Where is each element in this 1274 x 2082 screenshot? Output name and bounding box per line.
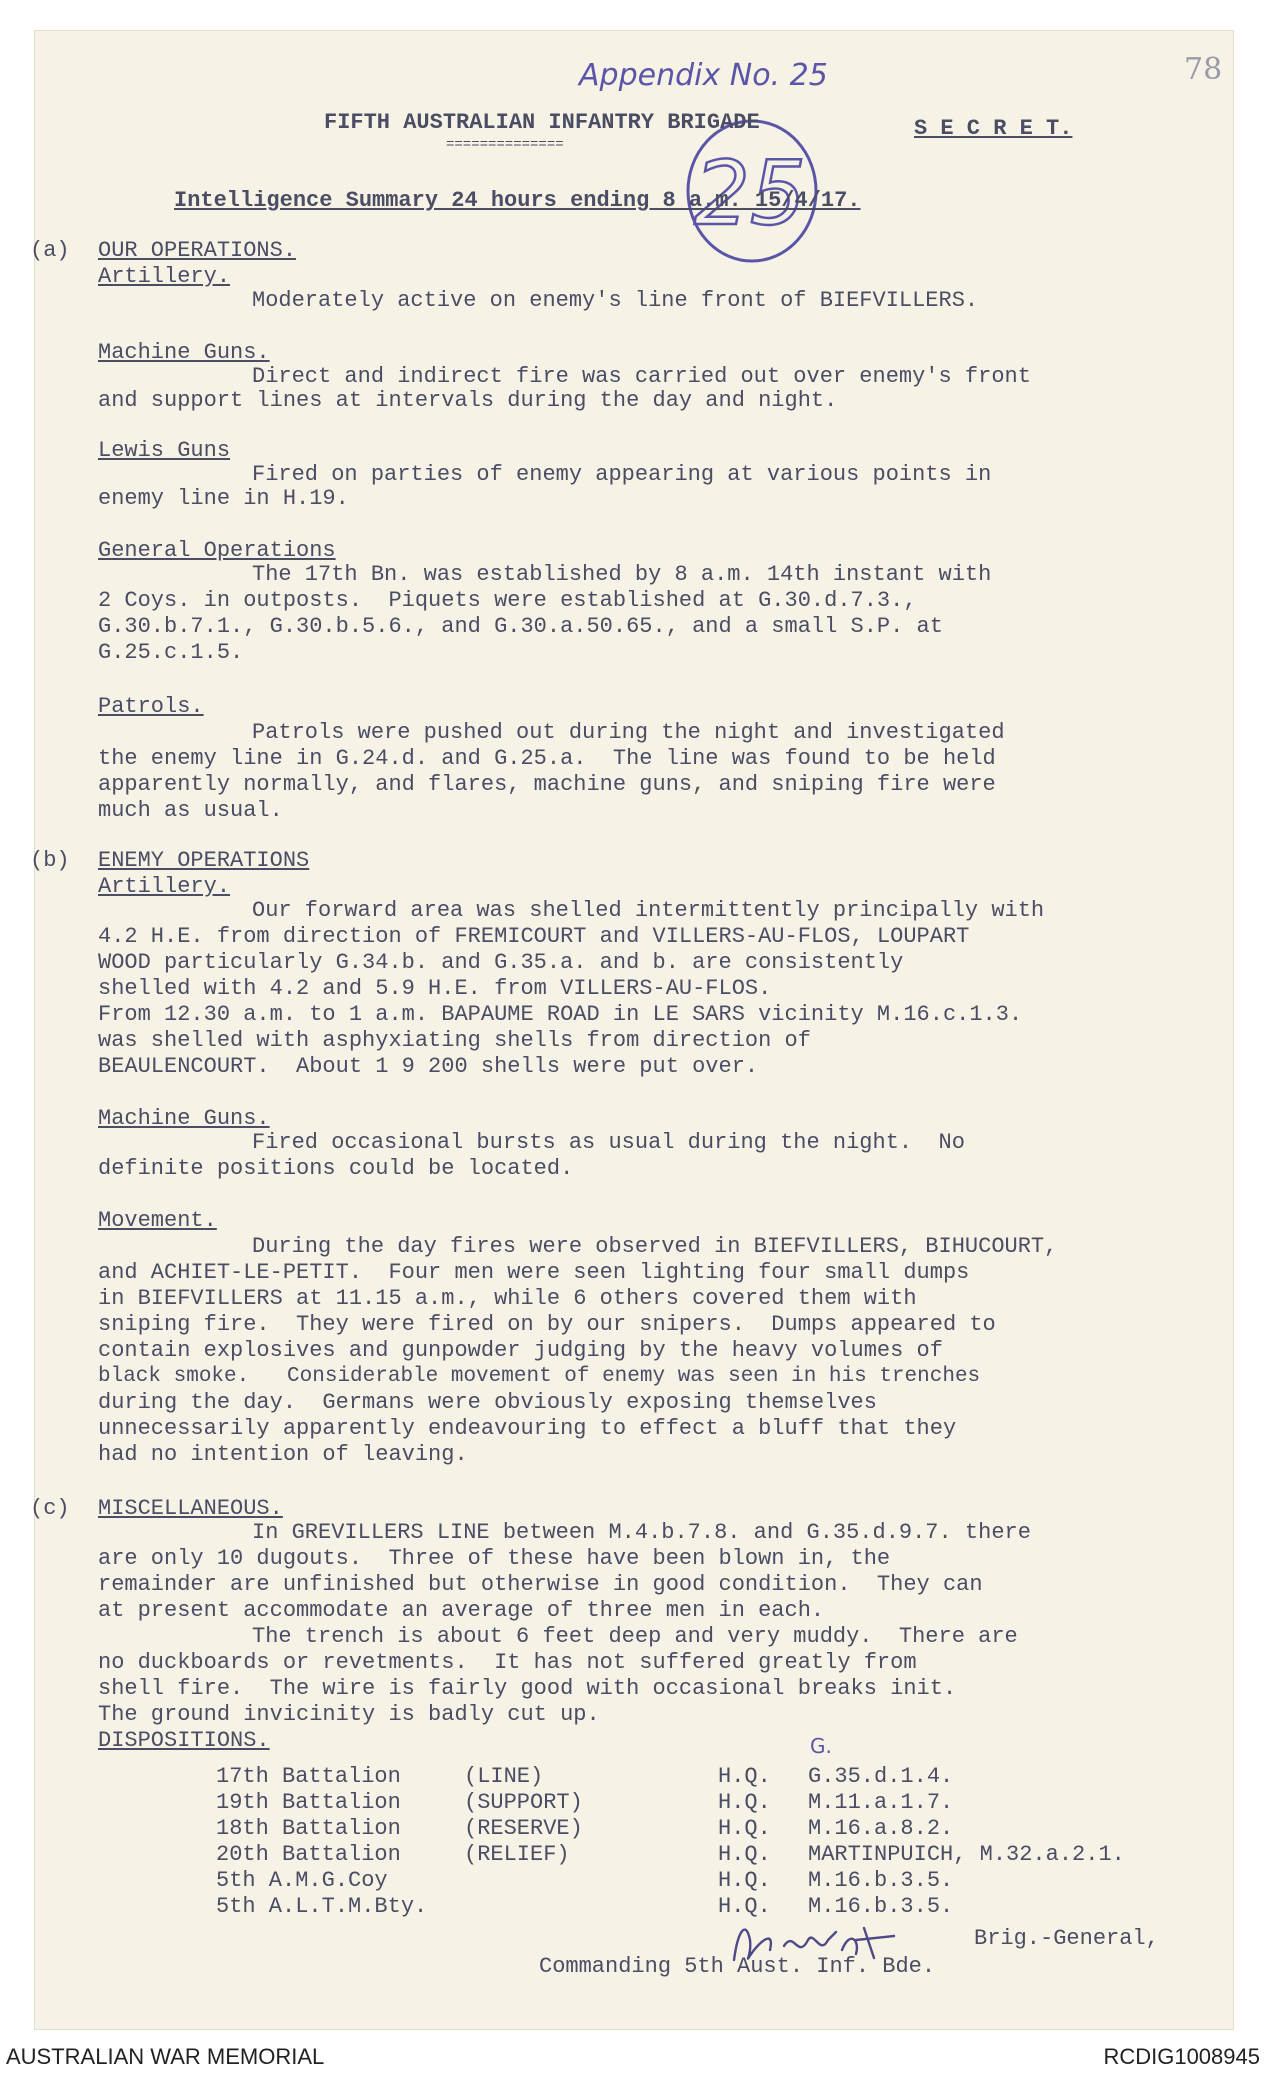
secret-mark: S E C R E T. — [914, 116, 1073, 141]
disposition-hq-5: H.Q. — [718, 1868, 771, 1893]
disposition-loc-5: M.16.b.3.5. — [808, 1868, 954, 1893]
general-operations-heading: General Operations — [98, 538, 336, 563]
misc-line-4: at present accommodate an average of three men in each. — [98, 1598, 825, 1623]
movement-line-3: in BIEFVILLERS at 11.15 a.m., while 6 others covered them with — [98, 1286, 917, 1311]
disposition-role-4: (RELIEF) — [464, 1842, 570, 1867]
misc-line-2: are only 10 dugouts. Three of these have been blown in, the — [98, 1546, 891, 1571]
summary-title: Intelligence Summary 24 hours ending 8 a.m. 15/4/17. — [174, 188, 861, 213]
enemy-artillery-line-2: 4.2 H.E. from direction of FREMICOURT and VILLERS-AU-FLOS, LOUPART — [98, 924, 970, 949]
machine-guns-line-1: Direct and indirect fire was carried out over enemy's front — [252, 364, 1031, 389]
patrols-line-3: apparently normally, and flares, machine guns, and sniping fire were — [98, 772, 996, 797]
footer-reference: RCDIG1008945 — [1103, 2044, 1260, 2069]
lewis-guns-line-1: Fired on parties of enemy appearing at various points in — [252, 462, 992, 487]
section-a-marker: (a) — [30, 238, 70, 263]
disposition-correction: G. — [810, 1734, 832, 1758]
machine-guns-line-2: and support lines at intervals during the day and night. — [98, 388, 838, 413]
disposition-role-3: (RESERVE) — [464, 1816, 583, 1841]
general-operations-line-3: G.30.b.7.1., G.30.b.5.6., and G.30.a.50.65., and a small S.P. at — [98, 614, 943, 639]
disposition-hq-1: H.Q. — [718, 1764, 771, 1789]
disposition-loc-6: M.16.b.3.5. — [808, 1894, 954, 1919]
disposition-hq-2: H.Q. — [718, 1790, 771, 1815]
misc-line-8: The ground invicinity is badly cut up. — [98, 1702, 600, 1727]
movement-line-1: During the day fires were observed in BIEFVILLERS, BIHUCOURT, — [252, 1234, 1058, 1259]
dispositions-heading: DISPOSITIONS. — [98, 1728, 270, 1753]
enemy-artillery-line-1: Our forward area was shelled intermittently principally with — [252, 898, 1045, 923]
movement-line-9: had no intention of leaving. — [98, 1442, 468, 1467]
misc-line-5: The trench is about 6 feet deep and very muddy. There are — [252, 1624, 1018, 1649]
patrols-line-2: the enemy line in G.24.d. and G.25.a. The line was found to be held — [98, 746, 996, 771]
disposition-unit-4: 20th Battalion — [216, 1842, 401, 1867]
artillery-line-1: Moderately active on enemy's line front of BIEFVILLERS. — [252, 288, 979, 313]
disposition-loc-2: M.11.a.1.7. — [808, 1790, 954, 1815]
artillery-heading: Artillery. — [98, 264, 231, 289]
disposition-unit-6: 5th A.L.T.M.Bty. — [216, 1894, 428, 1919]
section-b-marker: (b) — [30, 848, 70, 873]
enemy-artillery-line-7: BEAULENCOURT. About 1 9 200 shells were put over. — [98, 1054, 759, 1079]
movement-line-5: contain explosives and gunpowder judging by the heavy volumes of — [98, 1338, 943, 1363]
enemy-artillery-line-3: WOOD particularly G.34.b. and G.35.a. and b. are consistently — [98, 950, 904, 975]
enemy-artillery-line-6: was shelled with asphyxiating shells from direction of — [98, 1028, 811, 1053]
miscellaneous-title: MISCELLANEOUS. — [98, 1496, 283, 1521]
lewis-guns-line-2: enemy line in H.19. — [98, 486, 349, 511]
disposition-unit-3: 18th Battalion — [216, 1816, 401, 1841]
patrols-line-1: Patrols were pushed out during the night and investigated — [252, 720, 1005, 745]
general-operations-line-1: The 17th Bn. was established by 8 a.m. 14th instant with — [252, 562, 992, 587]
signature-commanding: Commanding 5th Aust. Inf. Bde. — [539, 1954, 936, 1979]
disposition-loc-1: G.35.d.1.4. — [808, 1764, 954, 1789]
general-operations-line-2: 2 Coys. in outposts. Piquets were established at G.30.d.7.3., — [98, 588, 917, 613]
disposition-hq-3: H.Q. — [718, 1816, 771, 1841]
enemy-artillery-line-5: From 12.30 a.m. to 1 a.m. BAPAUME ROAD in LE SARS vicinity M.16.c.1.3. — [98, 1002, 1023, 1027]
enemy-operations-title: ENEMY OPERATIONS — [98, 848, 310, 873]
enemy-artillery-line-4: shelled with 4.2 and 5.9 H.E. from VILLERS-AU-FLOS. — [98, 976, 772, 1001]
circled-number: 25 — [694, 142, 806, 245]
disposition-unit-2: 19th Battalion — [216, 1790, 401, 1815]
misc-line-1: In GREVILLERS LINE between M.4.b.7.8. and G.35.d.9.7. there — [252, 1520, 1031, 1545]
signature-rank: Brig.-General, — [974, 1926, 1159, 1951]
movement-line-4: sniping fire. They were fired on by our snipers. Dumps appeared to — [98, 1312, 996, 1337]
movement-line-7: during the day. Germans were obviously exposing themselves — [98, 1390, 877, 1415]
enemy-machine-guns-line-2: definite positions could be located. — [98, 1156, 574, 1181]
disposition-role-2: (SUPPORT) — [464, 1790, 583, 1815]
section-c-marker: (c) — [30, 1496, 70, 1521]
our-operations-title: OUR OPERATIONS. — [98, 238, 297, 263]
document-sheet — [30, 30, 1234, 2030]
enemy-artillery-heading: Artillery. — [98, 874, 231, 899]
movement-line-8: unnecessarily apparently endeavouring to effect a bluff that they — [98, 1416, 957, 1441]
patrols-heading: Patrols. — [98, 694, 204, 719]
page-number: 78 — [1184, 52, 1223, 87]
brigade-title: FIFTH AUSTRALIAN INFANTRY BRIGADE — [324, 110, 760, 135]
misc-line-6: no duckboards or revetments. It has not suffered greatly from — [98, 1650, 917, 1675]
disposition-hq-6: H.Q. — [718, 1894, 771, 1919]
enemy-machine-guns-heading: Machine Guns. — [98, 1106, 270, 1131]
disposition-loc-3: M.16.a.8.2. — [808, 1816, 954, 1841]
disposition-loc-4: MARTINPUICH, M.32.a.2.1. — [808, 1842, 1125, 1867]
patrols-line-4: much as usual. — [98, 798, 283, 823]
footer-institution: AUSTRALIAN WAR MEMORIAL — [6, 2044, 325, 2069]
disposition-unit-1: 17th Battalion — [216, 1764, 401, 1789]
movement-heading: Movement. — [98, 1208, 217, 1233]
disposition-unit-5: 5th A.M.G.Coy — [216, 1868, 388, 1893]
lewis-guns-heading: Lewis Guns — [98, 438, 231, 463]
machine-guns-heading: Machine Guns. — [98, 340, 270, 365]
movement-line-2: and ACHIET-LE-PETIT. Four men were seen lighting four small dumps — [98, 1260, 970, 1285]
disposition-role-1: (LINE) — [464, 1764, 544, 1789]
general-operations-line-4: G.25.c.1.5. — [98, 640, 244, 665]
appendix-annotation: Appendix No. 25 — [579, 58, 828, 93]
brigade-underline: ============== — [446, 137, 564, 153]
disposition-hq-4: H.Q. — [718, 1842, 771, 1867]
enemy-machine-guns-line-1: Fired occasional bursts as usual during the night. No — [252, 1130, 965, 1155]
misc-line-7: shell fire. The wire is fairly good with occasional breaks init. — [98, 1676, 957, 1701]
misc-line-3: remainder are unfinished but otherwise in good condition. They can — [98, 1572, 983, 1597]
movement-line-6: black smoke. Considerable movement of enemy was seen in his trenches — [98, 1365, 981, 1388]
